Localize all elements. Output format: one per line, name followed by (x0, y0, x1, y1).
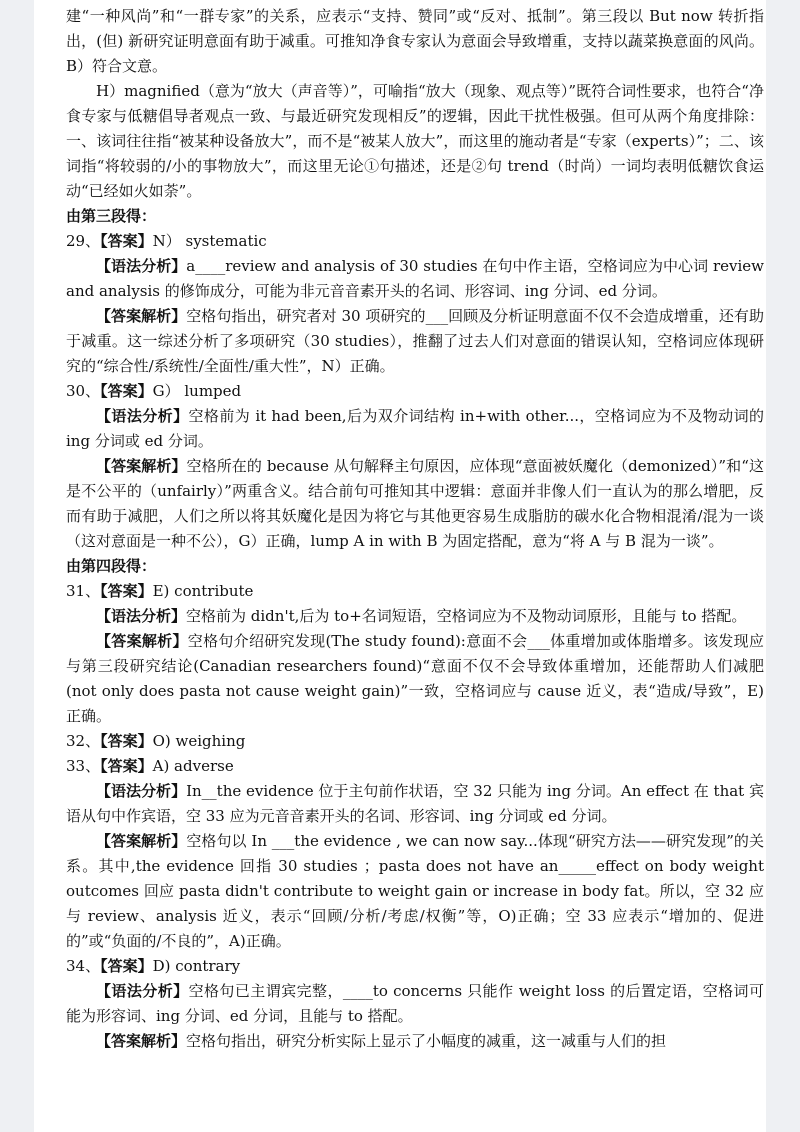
question-31-grammar (66, 604, 764, 629)
paragraph-option-h: H）magnified（意为“放大（声音等）”，可喻指“放大（现象、观点等）”既符合词性要求，也符合“净食专家与低糖倡导者观点一致、与最近研究发现相反”的逻辑，因此干扰性极强。但可从两个角度排除：一、该词往往指“被某种设备放大”，而不是“被某人放大”，而这里的施动者是“专家（experts）”；二、该词指“将较弱的/小的事物放大”，而这里无论①句描述，还是②句 trend（时尚）一词均表明低糖饮食运动“已经如火如荼”。 (66, 82, 764, 200)
answer-text: G） lumped (152, 382, 242, 400)
question-31-answer (66, 579, 764, 604)
question-33-grammar (66, 779, 764, 829)
grammar-text: a____review and analysis of 30 studies 在句中作主语，空格词应为中心词 review and analysis 的修饰成分，可能为非元音音素开头的名词、形容词、ing 分词、ed 分词。 (66, 257, 764, 300)
question-30-answer (66, 379, 764, 404)
explain-text: 空格句指出，研究者对 30 项研究的___回顾及分析证明意面不仅不会造成增重，还有助于减重。这一综述分析了多项研究（30 studies），推翻了过去人们对意面的错误认知，空格词应体现研究的“综合性/系统性/全面性/重大性”，N）正确。 (66, 307, 764, 375)
question-29-grammar (66, 254, 764, 304)
answer-tag: 【答案】 (100, 732, 153, 750)
answer-text: N） systematic (152, 232, 267, 250)
explain-text: 空格句介绍研究发现(The study found):意面不会___体重增加或体脂增多。该发现应与第三段研究结论(Canadian researchers found)“意面不仅不会导致体重增加，还能帮助人们减肥(not only does pasta not cause weight gain)”一致，空格词应与 cause 近义，表“造成/导致”，E)正确。 (66, 632, 764, 725)
question-number: 29、 (66, 232, 101, 250)
question-29-explanation (66, 304, 764, 379)
question-34-answer (66, 954, 764, 979)
grammar-tag: 【语法分析】 (96, 407, 189, 425)
section-heading-third: 由第三段得： (66, 207, 157, 225)
grammar-text: 空格句已主谓宾完整，____to concerns 只能作 weight loss 的后置定语，空格词可能为形容词、ing 分词、ed 分词，且能与 to 搭配。 (66, 982, 764, 1025)
grammar-tag: 【语法分析】 (96, 257, 187, 275)
answer-text: A) adverse (152, 757, 234, 775)
question-number: 31、 (66, 582, 101, 600)
answer-tag: 【答案】 (100, 757, 153, 775)
question-31-explanation (66, 629, 764, 729)
answer-tag: 【答案】 (100, 582, 153, 600)
explain-text: 空格句指出，研究分析实际上显示了小幅度的减重，这一减重与人们的担 (186, 1032, 667, 1050)
question-number: 33、 (66, 757, 101, 775)
answer-tag: 【答案】 (100, 382, 153, 400)
question-33-explanation (66, 829, 764, 954)
explain-tag: 【答案解析】 (96, 632, 188, 650)
grammar-text: 空格前为 it had been,后为双介词结构 in+with other...，空格词应为不及物动词的 ing 分词或 ed 分词。 (66, 407, 764, 450)
paragraph-option-b: 建“一种风尚”和“一群专家”的关系，应表示“支持、赞同”或“反对、抵制”。第三段以 But now 转折指出，(但) 新研究证明意面有助于减重。可推知净食专家认为意面会导致增重，支持以蔬菜换意面的风尚。B）符合文意。 (66, 7, 764, 75)
explain-tag: 【答案解析】 (96, 307, 187, 325)
section-heading-fourth: 由第四段得： (66, 557, 157, 575)
answer-text: O) weighing (152, 732, 246, 750)
answer-tag: 【答案】 (100, 232, 153, 250)
grammar-text: 空格前为 didn't,后为 to+名词短语，空格词应为不及物动词原形，且能与 to 搭配。 (186, 607, 747, 625)
question-34-explanation (66, 1029, 764, 1054)
answer-text: E) contribute (152, 582, 254, 600)
question-32-answer (66, 729, 764, 754)
explain-tag: 【答案解析】 (96, 832, 187, 850)
question-number: 34、 (66, 957, 101, 975)
question-29-answer (66, 229, 764, 254)
grammar-tag: 【语法分析】 (96, 607, 187, 625)
explain-tag: 【答案解析】 (96, 1032, 187, 1050)
question-33-answer (66, 754, 764, 779)
explain-tag: 【答案解析】 (96, 457, 187, 475)
explain-text: 空格句以 In ___the evidence , we can now say...体现“研究方法——研究发现”的关系。其中,the evidence 回指 30 studies ；pasta does not have an_____effect on body weight outcomes 回应 pasta didn't contribute to weight gain or increase in body fat。所以，空 32 应与 review、analysis 近义，表示“回顾/分析/考虑/权衡”等，O)正确；空 33 应表示“增加的、促进的”或“负面的/不良的”，A)正确。 (66, 832, 764, 950)
grammar-text: In__the evidence 位于主句前作状语，空 32 只能为 ing 分词。An effect 在 that 宾语从句中作宾语，空 33 应为元音音素开头的名词、形容词、ing 分词或 ed 分词。 (66, 782, 764, 825)
explain-text: 空格所在的 because 从句解释主句原因，应体现“意面被妖魔化（demonized）”和“这是不公平的（unfairly）”两重含义。结合前句可推知其中逻辑：意面并非像人们一直认为的那么增肥，反而有助于减肥，人们之所以将其妖魔化是因为将它与其他更容易生成脂肪的碳水化合物相混淆/混为一谈（这对意面是一种不公），G）正确，lump A in with B 为固定搭配，意为“将 A 与 B 混为一谈”。 (66, 457, 764, 550)
question-34-grammar (66, 979, 764, 1029)
question-30-grammar (66, 404, 764, 454)
question-number: 32、 (66, 732, 101, 750)
grammar-tag: 【语法分析】 (96, 982, 189, 1000)
answer-tag: 【答案】 (100, 957, 153, 975)
question-number: 30、 (66, 382, 101, 400)
grammar-tag: 【语法分析】 (96, 782, 187, 800)
answer-text: D) contrary (152, 957, 241, 975)
question-30-explanation (66, 454, 764, 554)
